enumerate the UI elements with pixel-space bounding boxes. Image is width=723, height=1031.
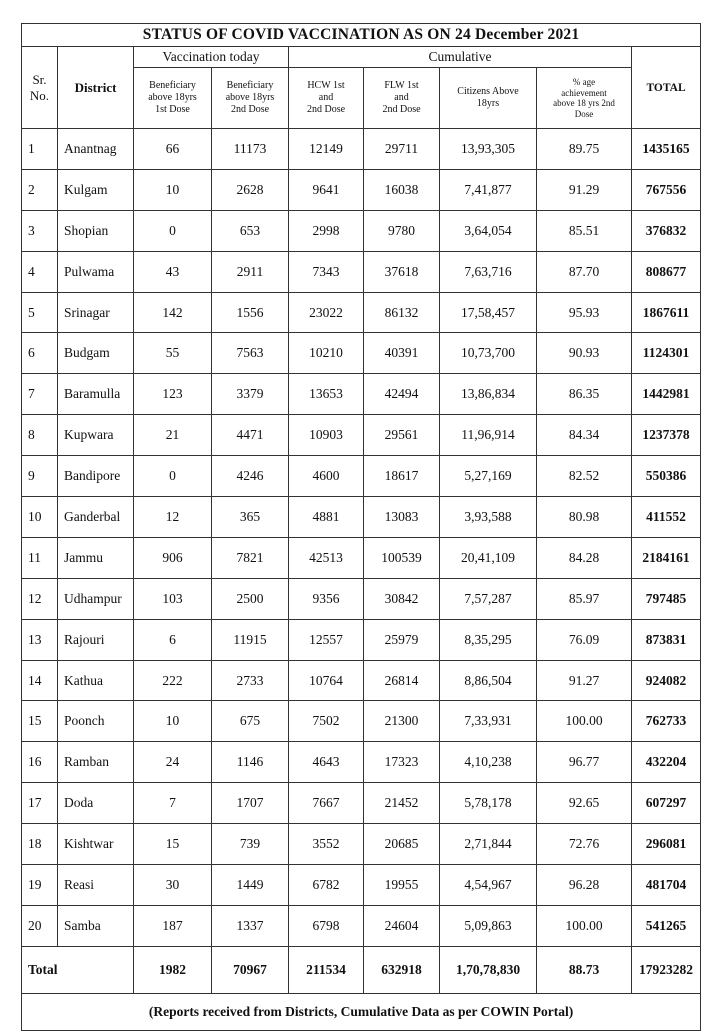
- header-total: TOTAL: [632, 47, 701, 129]
- beneficiary-1st-dose: 30: [134, 865, 212, 906]
- table-row: [22, 660, 701, 701]
- hcw-count: 6798: [289, 905, 364, 946]
- district-name: Kathua: [58, 660, 134, 701]
- totals-citizens: 1,70,78,830: [440, 946, 537, 993]
- hcw-count: 13653: [289, 374, 364, 415]
- serial-number: 11: [22, 537, 58, 578]
- hcw-count: 10764: [289, 660, 364, 701]
- serial-number: 18: [22, 824, 58, 865]
- district-name: Poonch: [58, 701, 134, 742]
- citizens-count: 10,73,700: [440, 333, 537, 374]
- totals-total: 17923282: [632, 946, 701, 993]
- percent-achievement: 72.76: [537, 824, 632, 865]
- citizens-count: 7,33,931: [440, 701, 537, 742]
- row-total: 411552: [632, 497, 701, 538]
- flw-count: 29561: [364, 415, 440, 456]
- hcw-count: 12149: [289, 129, 364, 170]
- table-row: [22, 742, 701, 783]
- hdr-line: Citizens Above: [457, 86, 519, 97]
- totals-flw: 632918: [364, 946, 440, 993]
- flw-count: 25979: [364, 619, 440, 660]
- district-name: Kishtwar: [58, 824, 134, 865]
- table-row: [22, 251, 701, 292]
- beneficiary-2nd-dose: 3379: [212, 374, 289, 415]
- beneficiary-1st-dose: 15: [134, 824, 212, 865]
- percent-achievement: 96.77: [537, 742, 632, 783]
- citizens-count: 5,78,178: [440, 783, 537, 824]
- row-total: 550386: [632, 456, 701, 497]
- flw-count: 19955: [364, 865, 440, 906]
- citizens-count: 4,54,967: [440, 865, 537, 906]
- percent-achievement: 91.27: [537, 660, 632, 701]
- hcw-count: 9356: [289, 578, 364, 619]
- table-row: [22, 169, 701, 210]
- flw-count: 29711: [364, 129, 440, 170]
- district-name: Samba: [58, 905, 134, 946]
- beneficiary-1st-dose: 24: [134, 742, 212, 783]
- percent-achievement: 80.98: [537, 497, 632, 538]
- table-row: [22, 783, 701, 824]
- percent-achievement: 86.35: [537, 374, 632, 415]
- totals-label: Total: [22, 946, 134, 993]
- flw-count: 21300: [364, 701, 440, 742]
- citizens-count: 7,57,287: [440, 578, 537, 619]
- district-name: Udhampur: [58, 578, 134, 619]
- district-name: Reasi: [58, 865, 134, 906]
- percent-achievement: 85.97: [537, 578, 632, 619]
- hcw-count: 10210: [289, 333, 364, 374]
- district-name: Ganderbal: [58, 497, 134, 538]
- row-total: 1237378: [632, 415, 701, 456]
- percent-achievement: 95.93: [537, 292, 632, 333]
- serial-number: 2: [22, 169, 58, 210]
- hcw-count: 10903: [289, 415, 364, 456]
- beneficiary-2nd-dose: 653: [212, 210, 289, 251]
- flw-count: 37618: [364, 251, 440, 292]
- group-cumulative: Cumulative: [289, 47, 632, 68]
- district-name: Shopian: [58, 210, 134, 251]
- header-sr-line1: Sr.: [32, 71, 47, 87]
- district-name: Budgam: [58, 333, 134, 374]
- citizens-count: 5,27,169: [440, 456, 537, 497]
- header-sr-no: [22, 47, 58, 129]
- serial-number: 1: [22, 129, 58, 170]
- table-row: [22, 905, 701, 946]
- hcw-count: 4643: [289, 742, 364, 783]
- beneficiary-2nd-dose: 1337: [212, 905, 289, 946]
- header-sr-line2: No.: [29, 87, 50, 103]
- row-total: 1435165: [632, 129, 701, 170]
- hcw-count: 12557: [289, 619, 364, 660]
- serial-number: 4: [22, 251, 58, 292]
- row-total: 1124301: [632, 333, 701, 374]
- row-total: 924082: [632, 660, 701, 701]
- table-body: [22, 129, 701, 947]
- beneficiary-2nd-dose: 7563: [212, 333, 289, 374]
- percent-achievement: 100.00: [537, 701, 632, 742]
- percent-achievement: 84.28: [537, 537, 632, 578]
- flw-count: 18617: [364, 456, 440, 497]
- flw-count: 20685: [364, 824, 440, 865]
- district-name: Kupwara: [58, 415, 134, 456]
- row-total: 2184161: [632, 537, 701, 578]
- table-row: [22, 865, 701, 906]
- serial-number: 15: [22, 701, 58, 742]
- hdr-line: above 18 yrs 2nd: [553, 98, 615, 108]
- serial-number: 9: [22, 456, 58, 497]
- beneficiary-2nd-dose: 4471: [212, 415, 289, 456]
- beneficiary-1st-dose: 10: [134, 701, 212, 742]
- totals-hcw: 211534: [289, 946, 364, 993]
- beneficiary-1st-dose: 6: [134, 619, 212, 660]
- table-row: [22, 456, 701, 497]
- citizens-count: 13,93,305: [440, 129, 537, 170]
- district-name: Pulwama: [58, 251, 134, 292]
- serial-number: 16: [22, 742, 58, 783]
- percent-achievement: 82.52: [537, 456, 632, 497]
- row-total: 762733: [632, 701, 701, 742]
- hcw-count: 2998: [289, 210, 364, 251]
- beneficiary-1st-dose: 66: [134, 129, 212, 170]
- hdr-line: 18yrs: [476, 98, 500, 109]
- serial-number: 5: [22, 292, 58, 333]
- percent-achievement: 87.70: [537, 251, 632, 292]
- citizens-count: 7,63,716: [440, 251, 537, 292]
- hcw-count: 7667: [289, 783, 364, 824]
- hcw-count: 4881: [289, 497, 364, 538]
- row-total: 1867611: [632, 292, 701, 333]
- hdr-line: 1st Dose: [155, 104, 190, 115]
- serial-number: 7: [22, 374, 58, 415]
- citizens-count: 5,09,863: [440, 905, 537, 946]
- row-total: 376832: [632, 210, 701, 251]
- hcw-count: 9641: [289, 169, 364, 210]
- beneficiary-1st-dose: 0: [134, 210, 212, 251]
- flw-count: 42494: [364, 374, 440, 415]
- beneficiary-2nd-dose: 2733: [212, 660, 289, 701]
- citizens-count: 20,41,109: [440, 537, 537, 578]
- beneficiary-1st-dose: 123: [134, 374, 212, 415]
- totals-1st-dose: 1982: [134, 946, 212, 993]
- serial-number: 3: [22, 210, 58, 251]
- table-row: [22, 374, 701, 415]
- vaccination-table: [21, 23, 701, 1031]
- header-hcw: [289, 68, 364, 129]
- hcw-count: 4600: [289, 456, 364, 497]
- flw-count: 40391: [364, 333, 440, 374]
- citizens-count: 4,10,238: [440, 742, 537, 783]
- flw-count: 9780: [364, 210, 440, 251]
- percent-achievement: 89.75: [537, 129, 632, 170]
- table-row: [22, 415, 701, 456]
- beneficiary-2nd-dose: 11173: [212, 129, 289, 170]
- beneficiary-1st-dose: 7: [134, 783, 212, 824]
- citizens-count: 7,41,877: [440, 169, 537, 210]
- citizens-count: 3,64,054: [440, 210, 537, 251]
- citizens-count: 11,96,914: [440, 415, 537, 456]
- district-name: Anantnag: [58, 129, 134, 170]
- flw-count: 24604: [364, 905, 440, 946]
- table-row: [22, 537, 701, 578]
- beneficiary-1st-dose: 906: [134, 537, 212, 578]
- row-total: 481704: [632, 865, 701, 906]
- district-name: Baramulla: [58, 374, 134, 415]
- beneficiary-2nd-dose: 1556: [212, 292, 289, 333]
- serial-number: 8: [22, 415, 58, 456]
- table-row: [22, 619, 701, 660]
- serial-number: 13: [22, 619, 58, 660]
- header-flw: [364, 68, 440, 129]
- flw-count: 30842: [364, 578, 440, 619]
- row-total: 607297: [632, 783, 701, 824]
- row-total: 432204: [632, 742, 701, 783]
- hdr-line: Dose: [574, 108, 594, 119]
- beneficiary-2nd-dose: 739: [212, 824, 289, 865]
- beneficiary-1st-dose: 12: [134, 497, 212, 538]
- hdr-line: and: [318, 92, 334, 103]
- flw-count: 16038: [364, 169, 440, 210]
- hcw-count: 7343: [289, 251, 364, 292]
- beneficiary-1st-dose: 0: [134, 456, 212, 497]
- table-row: [22, 578, 701, 619]
- serial-number: 10: [22, 497, 58, 538]
- flw-count: 17323: [364, 742, 440, 783]
- hcw-count: 3552: [289, 824, 364, 865]
- percent-achievement: 91.29: [537, 169, 632, 210]
- row-total: 541265: [632, 905, 701, 946]
- hdr-line: HCW 1st: [307, 80, 345, 91]
- row-total: 296081: [632, 824, 701, 865]
- hdr-line: FLW 1st: [384, 80, 419, 91]
- serial-number: 17: [22, 783, 58, 824]
- serial-number: 19: [22, 865, 58, 906]
- table-row: [22, 701, 701, 742]
- header-beneficiary-2nd-dose: [212, 68, 289, 129]
- beneficiary-1st-dose: 187: [134, 905, 212, 946]
- beneficiary-1st-dose: 142: [134, 292, 212, 333]
- district-name: Bandipore: [58, 456, 134, 497]
- beneficiary-2nd-dose: 7821: [212, 537, 289, 578]
- flw-count: 21452: [364, 783, 440, 824]
- row-total: 873831: [632, 619, 701, 660]
- district-name: Jammu: [58, 537, 134, 578]
- beneficiary-1st-dose: 222: [134, 660, 212, 701]
- percent-achievement: 100.00: [537, 905, 632, 946]
- district-name: Ramban: [58, 742, 134, 783]
- table-row: [22, 292, 701, 333]
- hcw-count: 42513: [289, 537, 364, 578]
- serial-number: 6: [22, 333, 58, 374]
- header-percent-achievement: [537, 68, 632, 129]
- beneficiary-2nd-dose: 4246: [212, 456, 289, 497]
- percent-achievement: 92.65: [537, 783, 632, 824]
- beneficiary-2nd-dose: 365: [212, 497, 289, 538]
- district-name: Doda: [58, 783, 134, 824]
- beneficiary-1st-dose: 55: [134, 333, 212, 374]
- totals-row: [22, 946, 701, 993]
- row-total: 767556: [632, 169, 701, 210]
- beneficiary-2nd-dose: 2628: [212, 169, 289, 210]
- citizens-count: 13,86,834: [440, 374, 537, 415]
- beneficiary-2nd-dose: 11915: [212, 619, 289, 660]
- citizens-count: 17,58,457: [440, 292, 537, 333]
- beneficiary-2nd-dose: 2500: [212, 578, 289, 619]
- hdr-line: 2nd Dose: [230, 104, 270, 115]
- totals-percent: 88.73: [537, 946, 632, 993]
- beneficiary-2nd-dose: 1449: [212, 865, 289, 906]
- hcw-count: 23022: [289, 292, 364, 333]
- beneficiary-2nd-dose: 675: [212, 701, 289, 742]
- hdr-line: and: [394, 92, 409, 103]
- beneficiary-2nd-dose: 2911: [212, 251, 289, 292]
- hdr-line: 2nd Dose: [382, 104, 421, 115]
- beneficiary-2nd-dose: 1146: [212, 742, 289, 783]
- percent-achievement: 96.28: [537, 865, 632, 906]
- row-total: 808677: [632, 251, 701, 292]
- header-citizens-above-18: [440, 68, 537, 129]
- serial-number: 20: [22, 905, 58, 946]
- hdr-line: 2nd Dose: [306, 104, 346, 115]
- district-name: Rajouri: [58, 619, 134, 660]
- hdr-line: Beneficiary: [149, 80, 196, 91]
- flw-count: 100539: [364, 537, 440, 578]
- vaccination-status-document: [21, 23, 700, 1031]
- table-title: STATUS OF COVID VACCINATION AS ON 24 December 2021: [22, 24, 701, 47]
- hdr-line: above 18yrs: [225, 92, 275, 103]
- percent-achievement: 76.09: [537, 619, 632, 660]
- flw-count: 13083: [364, 497, 440, 538]
- row-total: 797485: [632, 578, 701, 619]
- header-beneficiary-1st-dose: [134, 68, 212, 129]
- citizens-count: 8,35,295: [440, 619, 537, 660]
- percent-achievement: 85.51: [537, 210, 632, 251]
- citizens-count: 8,86,504: [440, 660, 537, 701]
- percent-achievement: 90.93: [537, 333, 632, 374]
- beneficiary-1st-dose: 103: [134, 578, 212, 619]
- district-name: Srinagar: [58, 292, 134, 333]
- citizens-count: 2,71,844: [440, 824, 537, 865]
- header-district: District: [58, 47, 134, 129]
- district-name: Kulgam: [58, 169, 134, 210]
- table-row: [22, 824, 701, 865]
- hdr-line: above 18yrs: [148, 92, 197, 103]
- hdr-line: Beneficiary: [226, 80, 274, 91]
- flw-count: 26814: [364, 660, 440, 701]
- footer-note: (Reports received from Districts, Cumulative Data as per COWIN Portal): [22, 993, 701, 1030]
- hdr-line: % age: [572, 77, 596, 87]
- row-total: 1442981: [632, 374, 701, 415]
- hcw-count: 7502: [289, 701, 364, 742]
- hdr-line: achievement: [561, 87, 607, 98]
- citizens-count: 3,93,588: [440, 497, 537, 538]
- group-vaccination-today: Vaccination today: [134, 47, 289, 68]
- table-row: [22, 333, 701, 374]
- percent-achievement: 84.34: [537, 415, 632, 456]
- hcw-count: 6782: [289, 865, 364, 906]
- table-row: [22, 210, 701, 251]
- totals-2nd-dose: 70967: [212, 946, 289, 993]
- beneficiary-1st-dose: 43: [134, 251, 212, 292]
- beneficiary-2nd-dose: 1707: [212, 783, 289, 824]
- beneficiary-1st-dose: 10: [134, 169, 212, 210]
- serial-number: 12: [22, 578, 58, 619]
- beneficiary-1st-dose: 21: [134, 415, 212, 456]
- serial-number: 14: [22, 660, 58, 701]
- flw-count: 86132: [364, 292, 440, 333]
- table-row: [22, 129, 701, 170]
- table-row: [22, 497, 701, 538]
